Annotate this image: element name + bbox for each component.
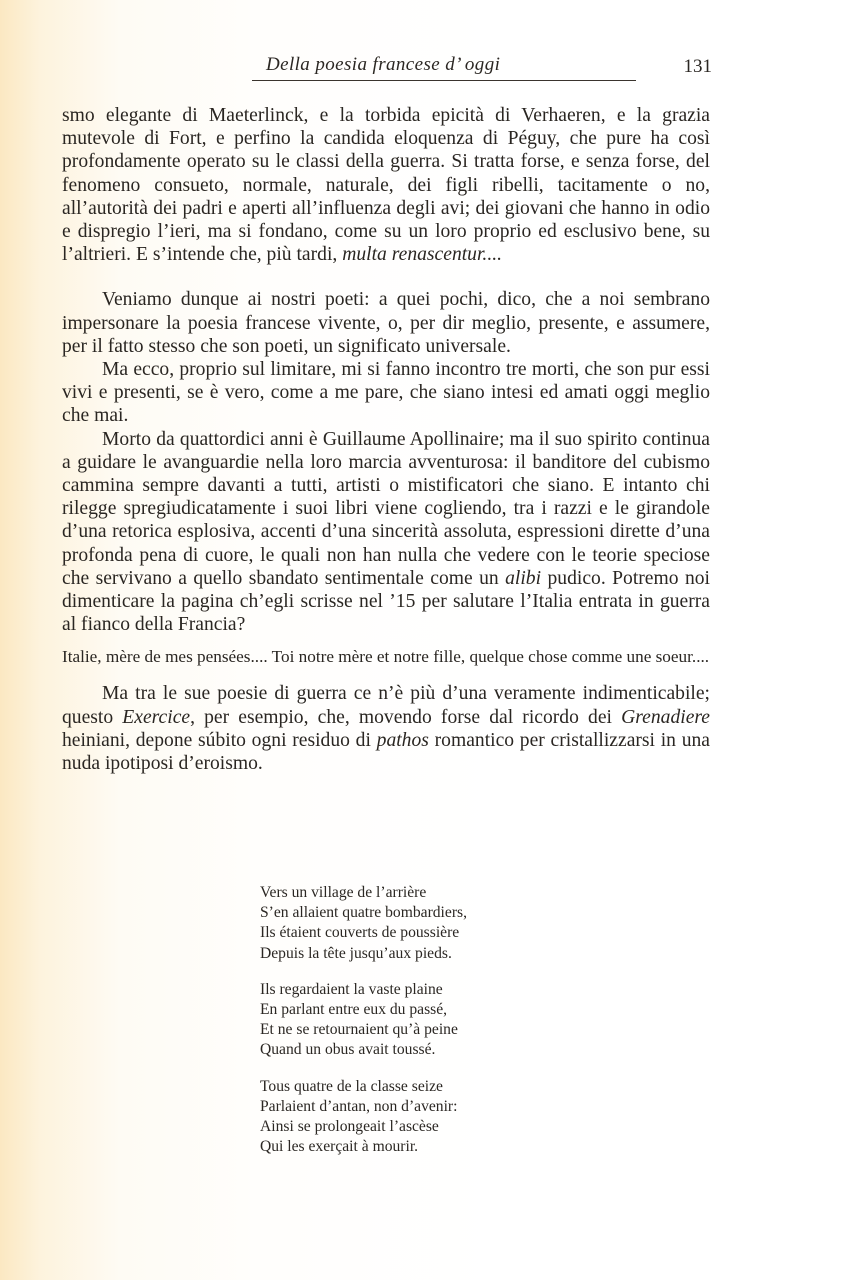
poem-line: En parlant entre eux du passé, [260,1001,448,1019]
body-text [62,104,710,775]
italic-text: pathos [376,729,429,751]
paragraph [62,682,710,775]
text-run: Italie, mère de mes pensées.... Toi notre mère et notre fille, quelque chose comme une soeur.... [62,647,710,667]
page-number: 131 [683,56,712,77]
italic-text: Grenadiere [621,706,710,728]
poem-stanza [260,1077,467,1158]
italic-text: alibi [505,567,542,589]
text-run: romantico per cristallizzarsi in una nuda ipotiposi d’eroismo. [62,729,710,775]
poem-line: Et ne se retournaient qu’à peine [260,1021,458,1039]
poem-line: Ils étaient couverts de poussière [260,924,460,942]
text-run: Veniamo dunque ai nostri poeti: a quei pochi, dico, che a noi sembrano impersonare la poesia francese vivente, o, per dir meglio, presente, e assumere, per il fatto stesso che son poeti, un significato universale. [62,289,710,357]
poem-line: S’en allaient quatre bombardiers, [260,904,467,922]
poem-line: Tous quatre de la classe seize [260,1077,443,1095]
poem-line: Qui les exerçait à mourir. [260,1138,419,1156]
text-run: Ma ecco, proprio sul limitare, mi si fanno incontro tre morti, che son pur essi vivi e presenti, se è vero, come a me pare, che siano intesi ed amati oggi meglio che mai. [62,359,710,427]
text-run: smo elegante di Maeterlinck, e la torbida epicità di Verhaeren, e la grazia mutevole di Fort, e perfino la candida eloquenza di Péguy, che pure ha così profondamente operato su le classi della guerra. Si tratta forse, e senza forse, del fenomeno consueto, normale, naturale, dei figli ribelli, tacitamente o no, all’autorità dei padri e aperti all’influenza degli avi; dei giovani che hanno in odio e dispregio l’ieri, ma si fondano, come su un loro proprio ed esclusivo bene, su l’altrieri. E s’intende che, più tardi, [62,105,710,266]
text-run: Ma tra le sue poesie di guerra ce n’è più d’una veramente indimenticabile; questo [62,683,710,728]
paragraph [62,428,710,637]
poem [260,883,467,1173]
paragraph [62,104,710,266]
running-title: Della poesia francese d’ oggi [266,54,501,75]
paragraph [62,288,710,358]
text-run: heiniani, depone súbito ogni residuo di [62,729,377,751]
poem-line: Quand un obus avait toussé. [260,1041,436,1059]
paragraph [62,358,710,428]
italic-text: multa renascentur.... [342,244,503,266]
poem-stanza [260,980,467,1061]
poem-stanza [260,883,467,964]
poem-line: Ainsi se prolongeait l’ascèse [260,1118,439,1136]
block-quote [62,646,710,668]
italic-text: Exercice [122,706,191,728]
running-header [252,54,712,84]
header-rule [252,80,636,81]
poem-line: Vers un village de l’arrière [260,884,427,901]
text-run: , per esempio, che, movendo forse dal ricordo dei [190,706,622,728]
text-run: pudico. Potremo noi dimenticare la pagina ch’egli scrisse nel ’15 per salutare l’Italia entrata in guerra al fianco della Francia? [62,567,710,636]
text-run: Morto da quattordici anni è Guillaume Apollinaire; ma il suo spirito continua a guidare le avanguardie nella loro marcia avventurosa: il banditore del cubismo cammina sempre davanti a tutti, artisti o mistificatori che siano. E intanto chi rilegge spregiudicatamente i suoi libri viene cogliendo, tra i razzi e le girandole d’una retorica esplosiva, accenti d’una sincerità assoluta, espressioni dirette d’una profonda pena di cuore, le quali non han nulla che vedere con le teorie speciose che servivano a quello sbandato sentimentale come un [62,428,710,589]
poem-line: Ils regardaient la vaste plaine [260,980,443,998]
poem-line: Parlaient d’antan, non d’avenir: [260,1097,458,1115]
poem-line: Depuis la tête jusqu’aux pieds. [260,944,452,962]
